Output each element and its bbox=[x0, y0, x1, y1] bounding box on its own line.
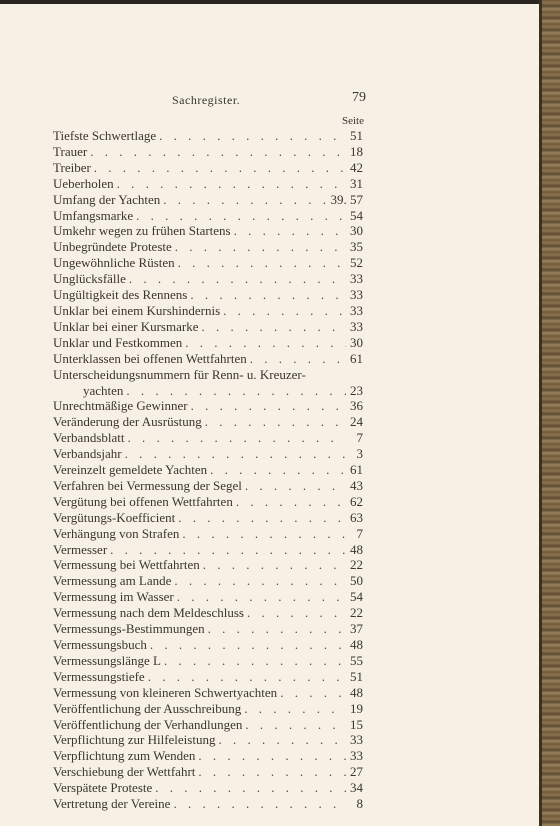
dot-leader bbox=[127, 430, 346, 446]
index-entry-page: 33 bbox=[350, 287, 363, 303]
index-entry-page: 27 bbox=[350, 764, 363, 780]
index-entry-term: Verbandsjahr bbox=[53, 446, 122, 462]
index-entry-page: 42 bbox=[350, 159, 363, 175]
index-entry-term: Vermessungstiefe bbox=[53, 668, 145, 684]
dot-leader bbox=[182, 526, 346, 542]
index-entry-page: 22 bbox=[350, 557, 363, 573]
index-entry bbox=[53, 176, 363, 192]
index-entry bbox=[53, 573, 363, 589]
index-entry-page: 35 bbox=[350, 239, 363, 255]
index-entry-term: Vermessung am Lande bbox=[53, 573, 172, 589]
index-entry-term: Ungültigkeit des Rennens bbox=[53, 287, 188, 303]
index-entry-page: 48 bbox=[350, 637, 363, 652]
index-entry-page: 33 bbox=[350, 748, 363, 764]
index-entry-page: 54 bbox=[350, 589, 363, 605]
dot-leader bbox=[148, 669, 346, 685]
index-entry-term: Verspätete Proteste bbox=[53, 780, 153, 796]
book-spine bbox=[542, 0, 560, 826]
index-entry-term: Unrechtmäßige Gewinner bbox=[53, 398, 188, 414]
index-entry-term: Unglücksfälle bbox=[53, 271, 126, 287]
index-entry bbox=[53, 494, 363, 510]
index-entry bbox=[53, 192, 363, 208]
dot-leader bbox=[177, 589, 346, 605]
index-entry bbox=[53, 717, 363, 733]
index-entry-term: Unklar bei einem Kurshindernis bbox=[53, 302, 221, 318]
index-entry-page: 55 bbox=[350, 652, 363, 668]
index-entry-term: Trauer bbox=[53, 143, 88, 159]
index-entry bbox=[53, 478, 363, 494]
index-entry bbox=[53, 542, 363, 558]
index-entry-term: Vermesser bbox=[53, 541, 108, 557]
index-entry-page: 51 bbox=[350, 668, 363, 684]
running-head: Sachregister. bbox=[172, 93, 241, 107]
index-entry bbox=[53, 144, 363, 160]
index-entry-page: 39. 57 bbox=[330, 191, 363, 207]
index-entry bbox=[53, 223, 363, 239]
index-entry-term: Umkehr wegen zu frühen Startens bbox=[53, 223, 231, 239]
dot-leader bbox=[210, 462, 346, 478]
dot-leader bbox=[136, 208, 346, 224]
index-entry bbox=[53, 383, 363, 399]
index-entry bbox=[53, 510, 363, 526]
index-entry-term: Vermessung im Wasser bbox=[53, 589, 174, 605]
dot-leader bbox=[203, 557, 346, 573]
index-entry-page: 3 bbox=[356, 446, 363, 462]
index-entry bbox=[53, 255, 363, 271]
index-entry-page: 61 bbox=[350, 462, 363, 478]
dot-leader bbox=[247, 605, 346, 621]
index-entry-term: Verschiebung der Wettfahrt bbox=[53, 764, 196, 780]
index-entry-term: Vermessungslänge L bbox=[53, 652, 161, 668]
index-entry bbox=[53, 557, 363, 573]
index-entry-page: 22 bbox=[350, 605, 363, 621]
index-entry-term: Veränderung der Ausrüstung bbox=[53, 414, 202, 430]
index-entry-term: Unklar bei einer Kursmarke bbox=[53, 318, 199, 334]
index-entry-term: Verhängung von Strafen bbox=[53, 525, 180, 541]
index-entry bbox=[53, 367, 363, 383]
index-entry-term: Vermessung nach dem Meldeschluss bbox=[53, 605, 244, 621]
index-entry-term: Tiefste Schwertlage bbox=[53, 128, 157, 143]
index-entry-term: Verpflichtung zur Hilfeleistung bbox=[53, 732, 216, 748]
index-entry-page: 33 bbox=[350, 271, 363, 287]
dot-leader bbox=[245, 717, 346, 733]
index-entry-page: 33 bbox=[350, 318, 363, 334]
index-entry bbox=[53, 669, 363, 685]
dot-leader bbox=[163, 192, 327, 208]
index-entry bbox=[53, 208, 363, 224]
index-entry bbox=[53, 796, 363, 812]
index-entry-term: Vermessung bei Wettfahrten bbox=[53, 557, 200, 573]
index-entry bbox=[53, 764, 363, 780]
dot-leader bbox=[191, 398, 346, 414]
dot-leader bbox=[159, 128, 346, 144]
dot-leader bbox=[117, 176, 346, 192]
dot-leader bbox=[208, 621, 346, 637]
index-entry bbox=[53, 653, 363, 669]
index-entry bbox=[53, 732, 363, 748]
index-entry-term: Unterklassen bei offenen Wettfahrten bbox=[53, 350, 247, 366]
index-entry-page: 18 bbox=[350, 143, 363, 159]
dot-leader bbox=[236, 494, 346, 510]
index-entry bbox=[53, 128, 363, 144]
index-entry bbox=[53, 398, 363, 414]
index-entry-term: Ungewöhnliche Rüsten bbox=[53, 255, 175, 271]
dot-leader bbox=[174, 573, 346, 589]
dot-leader bbox=[234, 223, 346, 239]
index-entry-term: Unbegründete Proteste bbox=[53, 239, 172, 255]
index-entry-page: 62 bbox=[350, 493, 363, 509]
dot-leader bbox=[205, 414, 346, 430]
index-entry-term: Umfang der Yachten bbox=[53, 191, 161, 207]
dot-leader bbox=[198, 748, 346, 764]
dot-leader bbox=[250, 351, 346, 367]
index-entry bbox=[53, 637, 363, 653]
index-entry bbox=[53, 621, 363, 637]
index-entry bbox=[53, 446, 363, 462]
dot-leader bbox=[178, 510, 346, 526]
index-entry bbox=[53, 319, 363, 335]
index-entry-page: 7 bbox=[356, 430, 363, 446]
index-entry-page: 36 bbox=[350, 398, 363, 414]
index-entry-term: Vermessung von kleineren Schwertyachten bbox=[53, 684, 278, 700]
dot-leader bbox=[125, 446, 346, 462]
dot-leader bbox=[175, 239, 346, 255]
index-entry-page: 8 bbox=[356, 796, 363, 812]
index-entry bbox=[53, 335, 363, 351]
dot-leader bbox=[190, 287, 346, 303]
index-entry bbox=[53, 271, 363, 287]
dot-leader bbox=[280, 685, 346, 701]
index-entry-page: 15 bbox=[350, 716, 363, 732]
dot-leader bbox=[185, 335, 346, 351]
index-entry-term: Vergütung bei offenen Wettfahrten bbox=[53, 493, 233, 509]
dot-leader bbox=[150, 637, 346, 653]
index-entry-page: 63 bbox=[350, 509, 363, 525]
index-entry-term: Verfahren bei Vermessung der Segel bbox=[53, 477, 242, 493]
index-entry-page: 43 bbox=[350, 477, 363, 493]
index-entry bbox=[53, 239, 363, 255]
index-entry-page: 48 bbox=[350, 684, 363, 700]
dot-leader bbox=[223, 303, 346, 319]
index-entry-page: 30 bbox=[350, 334, 363, 350]
index-entry-term: Verpflichtung zum Wenden bbox=[53, 748, 196, 764]
index-entry bbox=[53, 685, 363, 701]
index-entry-page: 19 bbox=[350, 700, 363, 716]
index-entry-page: 31 bbox=[350, 175, 363, 191]
index-entry-term: Treiber bbox=[53, 159, 91, 175]
dot-leader bbox=[126, 383, 346, 399]
index-entry bbox=[53, 351, 363, 367]
index-entry-page: 48 bbox=[350, 541, 363, 557]
dot-leader bbox=[110, 542, 346, 558]
index-entry-term: Unklar und Festkommen bbox=[53, 334, 183, 350]
index-entry bbox=[53, 589, 363, 605]
index-entry bbox=[53, 160, 363, 176]
index-entry bbox=[53, 462, 363, 478]
index-entry-term: Veröffentlichung der Ausschreibung bbox=[53, 700, 242, 716]
dot-leader bbox=[173, 796, 346, 812]
index-entry-page: 50 bbox=[350, 573, 363, 589]
dot-leader bbox=[129, 271, 346, 287]
index-entry-term: Vermessungs-Bestimmungen bbox=[53, 621, 205, 637]
dot-leader bbox=[90, 144, 346, 160]
index-entry-page: 37 bbox=[350, 621, 363, 637]
index-entry bbox=[53, 748, 363, 764]
dot-leader bbox=[218, 732, 346, 748]
index-entry-page: 54 bbox=[350, 207, 363, 223]
index-entry-list bbox=[53, 128, 363, 812]
index-entry-term: Vereinzelt gemeldete Yachten bbox=[53, 462, 208, 478]
index-entry-term: Veröffentlichung der Verhandlungen bbox=[53, 716, 243, 732]
index-entry-term: Vergütungs-Koefficient bbox=[53, 509, 176, 525]
index-entry-term: Vermessungsbuch bbox=[53, 637, 147, 652]
index-entry-page: 34 bbox=[350, 780, 363, 796]
page-number: 79 bbox=[352, 90, 366, 105]
page-top-border bbox=[0, 0, 540, 4]
index-entry bbox=[53, 287, 363, 303]
index-entry bbox=[53, 526, 363, 542]
index-entry bbox=[53, 414, 363, 430]
index-entry bbox=[53, 303, 363, 319]
index-entry-term: Umfangsmarke bbox=[53, 207, 134, 223]
index-entry bbox=[53, 701, 363, 717]
index-entry-term: Verbandsblatt bbox=[53, 430, 125, 446]
column-label-seite: Seite bbox=[342, 115, 364, 127]
dot-leader bbox=[201, 319, 346, 335]
dot-leader bbox=[245, 478, 346, 494]
index-entry-term: yachten bbox=[83, 382, 124, 398]
dot-leader bbox=[94, 160, 346, 176]
index-entry-term: Vertretung der Vereine bbox=[53, 796, 171, 812]
index-entry-page: 61 bbox=[350, 350, 363, 366]
index-entry-page: 23 bbox=[350, 382, 363, 398]
dot-leader bbox=[244, 701, 346, 717]
dot-leader bbox=[155, 780, 346, 796]
dot-leader bbox=[178, 255, 346, 271]
dot-leader bbox=[164, 653, 346, 669]
dot-leader bbox=[198, 764, 346, 780]
index-entry-page: 52 bbox=[350, 255, 363, 271]
index-entry-page: 30 bbox=[350, 223, 363, 239]
index-entry-page: 33 bbox=[350, 732, 363, 748]
index-entry-page: 51 bbox=[350, 128, 363, 143]
index-entry-page: 33 bbox=[350, 302, 363, 318]
index-entry bbox=[53, 430, 363, 446]
index-entry-term: Ueberholen bbox=[53, 175, 114, 191]
index-entry bbox=[53, 780, 363, 796]
index-entry bbox=[53, 605, 363, 621]
index-entry-term: Unterscheidungsnummern für Renn- u. Kreuzer- bbox=[53, 366, 306, 382]
index-entry-page: 24 bbox=[350, 414, 363, 430]
index-entry-page: 7 bbox=[356, 525, 363, 541]
